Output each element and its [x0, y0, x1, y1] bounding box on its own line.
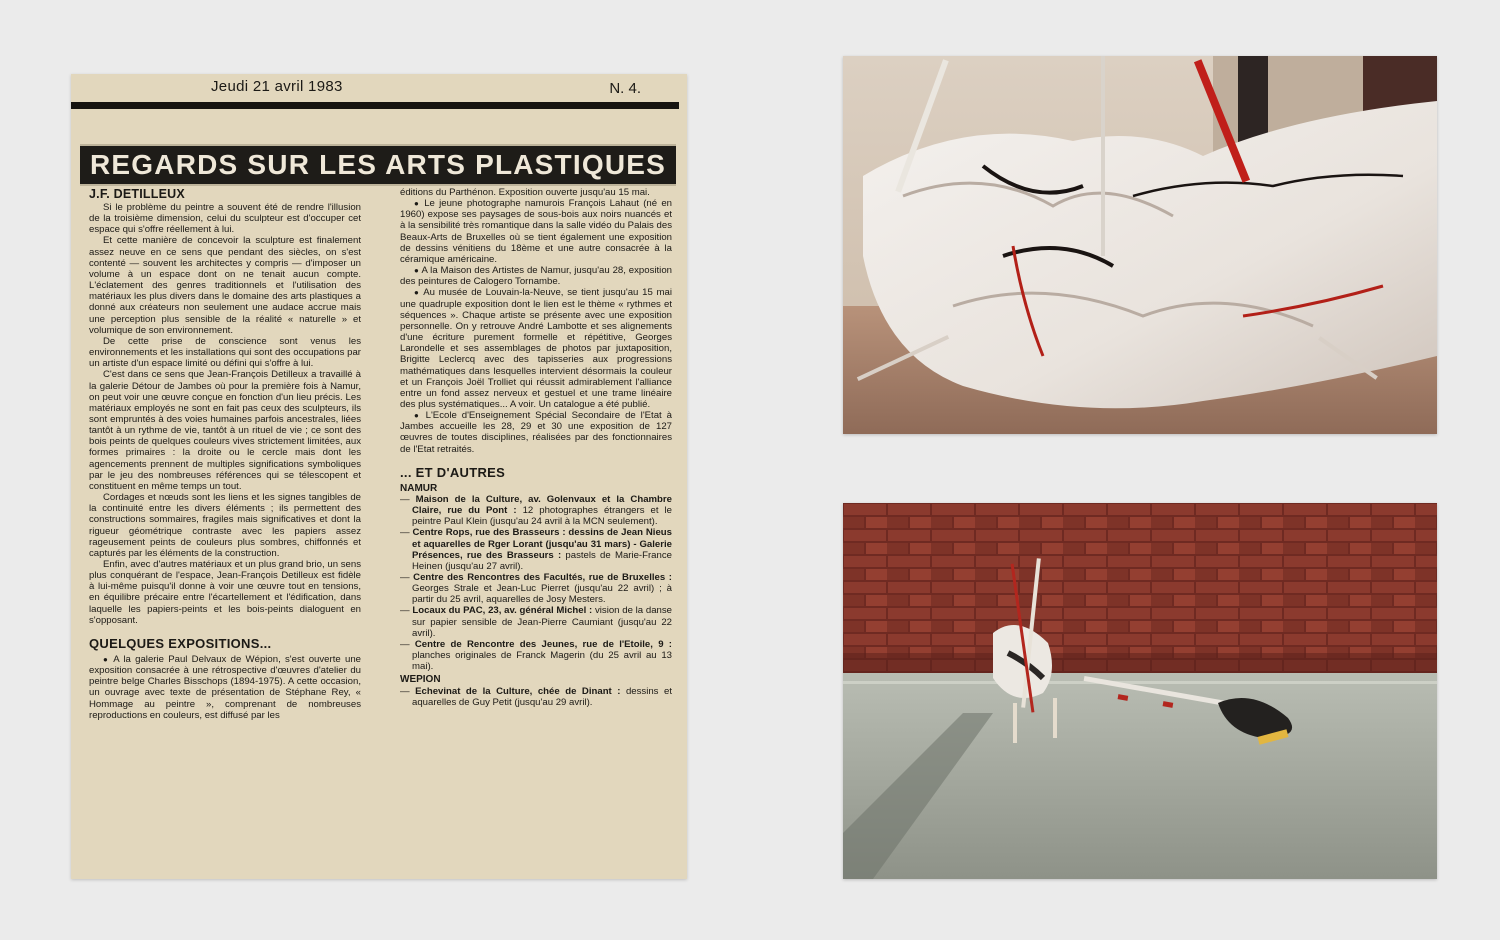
article-column-right: [400, 187, 672, 708]
sculpture-photo-bottom: [843, 503, 1437, 879]
listing-details: pastels de Marie-France Heinen (jusqu'au 27 avril).: [412, 549, 672, 572]
listing-details: planches originales de Franck Magerin (du 25 avril au 13 mai).: [412, 650, 672, 673]
listing-venue: Echevinat de la Culture, chée de Dinant :: [415, 685, 621, 697]
article-heading: J.F. DETILLEUX: [89, 187, 185, 201]
article-paragraph: C'est dans ce sens que Jean-François Detilleux a travaillé à la galerie Détour de Jambes où pour la première fois à Namur, on peut voir une œuvre conçue en fonction d'un lieu précis. Les matériaux employés ne sont en fait pas ceux des sculpteurs, ils sont empruntés à des voies humaines parfois ancestrales, liées tantôt à un rythme de vie, tantôt à un rituel de vie ; ce sont des bois peints de quelques couleurs vives strictement limitées, aux formes primaires : la droite ou le cercle mais dont les agencements prennent de multiples significations symboliques par le jeu des nombreuses références qui se télescopent et constituent en même temps un tout.: [89, 369, 361, 492]
listing-venue: Maison de la Culture, av. Golenvaux et la Chambre Claire, rue du Pont :: [412, 493, 672, 517]
section-banner: REGARDS SUR LES ARTS PLASTIQUES: [80, 144, 676, 186]
article-paragraph: Enfin, avec d'autres matériaux et un plus grand brio, un sens plus conquérant de l'espace, Jean-François Detilleux est fidèle à lui-même puisqu'il donne à voir une œuvre tout en tensions, en équilibre précaire entre l'écartellement et l'édification, dans laquelle les papiers-peints et les bois-peints dialoguent en s'opposant.: [89, 559, 361, 626]
listing-venue: Centre des Rencontres des Facultés, rue de Bruxelles :: [413, 572, 672, 583]
listing-item: — Centre Rops, rue des Brasseurs : dessins de Jean Nieus et aquarelles de Rger Lorant (jusqu'au 31 mars) - Galerie Présences, rue des Brasseurs : pastels de Marie-France Heinen (jusqu'au 27 avril).: [400, 527, 672, 572]
sculpture-photo-bottom-image: [843, 503, 1437, 879]
listing-details: vision de la danse sur papier sensible de Jean-Pierre Caumiant (jusqu'au 22 avril).: [412, 605, 673, 639]
section-heading-autres: ... ET D'AUTRES: [400, 464, 506, 480]
listing-item: — Maison de la Culture, av. Golenvaux et la Chambre Claire, rue du Pont : 12 photographes étrangers et le peintre Paul Klein (jusqu'au 24 avril à la MCN seulement).: [400, 493, 672, 528]
exhibition-bullet: ● L'Ecole d'Enseignement Spécial Secondaire de l'Etat à Jambes accueille les 28, 29 et 30 une exposition de 127 œuvres de toutes disciplines, réalisées par des fonctionnaires de l'Etat retraités.: [400, 410, 672, 455]
listing-venue: Locaux du PAC, 23, av. général Michel :: [412, 605, 593, 617]
exhibition-bullet: ● Le jeune photographe namurois François Lahaut (né en 1960) expose ses paysages de sous-bois aux noirs nuancés et à la sensibilité très romantique dans la salle vidéo du Palais des Beaux-Arts de Bruxelles où se tient également une exposition de dessins vénitiens du 18ème et une autre consacrée à la céramique américaine.: [400, 198, 672, 265]
masthead: [71, 74, 687, 102]
page-number: N. 4.: [609, 80, 641, 97]
listing-item: — Centre de Rencontre des Jeunes, rue de l'Etoile, 9 : planches originales de Franck Magerin (du 25 avril au 13 mai).: [400, 638, 672, 673]
listing-item: — Locaux du PAC, 23, av. général Michel : vision de la danse sur papier sensible de Jean-Pierre Caumiant (jusqu'au 22 avril).: [400, 605, 673, 639]
continuation-text: éditions du Parthénon. Exposition ouverte jusqu'au 15 mai.: [400, 187, 650, 198]
city-label-wepion: WEPION: [400, 674, 441, 686]
listing-details: dessins et aquarelles de Guy Petit (jusqu'au 29 avril).: [412, 685, 672, 708]
masthead-rule: [71, 102, 679, 109]
listing-details: 12 photographes étrangers et le peintre Paul Klein (jusqu'au 24 avril à la MCN seulement).: [412, 505, 672, 528]
listing-item: — Centre des Rencontres des Facultés, rue de Bruxelles : Georges Strale et Jean-Luc Pierret (jusqu'au 22 avril) ; à partir du 25 avril, aquarelles de Josy Mesters.: [400, 572, 672, 606]
article-paragraph: Si le problème du peintre a souvent été de rendre l'illusion de la troisième dimension, celui du sculpteur est d'occuper cet espace qui s'offre réellement à lui.: [89, 202, 361, 236]
exhibition-bullet: ● A la galerie Paul Delvaux de Wépion, s'est ouverte une exposition consacrée à une rétrospective d'œuvres d'atelier du peintre belge Charles Bisschops (1894-1975). A cette occasion, un ouvrage avec texte de présentation de Stéphane Rey, « Hommage au peintre », comprenant de nombreuses reproductions en couleurs, est diffusé par les: [89, 654, 361, 721]
sculpture-photo-top-image: [843, 56, 1437, 434]
issue-date: Jeudi 21 avril 1983: [211, 78, 343, 95]
article-column-left: [89, 187, 361, 721]
city-label-namur: NAMUR: [400, 482, 438, 494]
article-paragraph: De cette prise de conscience sont venus les environnements et les installations qui sont des occupations par un artiste d'un espace limité ou défini qui s'offre à lui.: [89, 335, 361, 370]
article-paragraph: Cordages et nœuds sont les liens et les signes tangibles de la continuité entre les divers éléments ; ils permettent des constructions sommaires, fragiles mais significatives et dont la rigueur géométrique contraste avec les papiers assez rageusement peints de couleurs plus sombres, chiffonnés et capturés par les éléments de la construction.: [89, 492, 361, 559]
exhibition-bullet: ● A la Maison des Artistes de Namur, jusqu'au 28, exposition des peintures de Calogero Tornambe.: [400, 265, 672, 287]
listing-venue: Centre Rops, rue des Brasseurs : dessins de Jean Nieus et aquarelles de Rger Lorant (jusqu'au 31 mars) - Galerie Présences, rue des Brasseurs :: [412, 527, 672, 561]
listing-venue: Centre de Rencontre des Jeunes, rue de l'Etoile, 9 :: [414, 638, 672, 650]
listing-details: Georges Strale et Jean-Luc Pierret (jusqu'au 22 avril) ; à partir du 25 avril, aquarelles de Josy Mesters.: [412, 583, 672, 606]
exhibition-bullet: ● Au musée de Louvain-la-Neuve, se tient jusqu'au 15 mai une quadruple exposition dont le lien est le thème « rythmes et séquences ». Chaque artiste se présente avec une exposition personnelle. On y retrouve André Lambotte et ses alignements d'une écriture purement formelle et répétitive, Georges Larondelle et ses assemblages de photos par juxtaposition, Brigitte Leclercq avec des tapisseries aux progressions mathématiques dans lesquelles intervient désormais la couleur et un François Joël Trolliet qui réussit admirablement l'alliance entre un fond assez nerveux et gestuel et une trame linéaire des plus systématiques... A voir. Un catalogue a été publié.: [400, 287, 672, 410]
article-paragraph: Et cette manière de concevoir la sculpture est finalement assez neuve en ce sens que pendant des siècles, on s'est contenté — souvent les architectes y compris — d'imposer un volume à un espace dont on ne tenait aucun compte. L'éclatement des genres traditionnels et l'utilisation des matériaux les plus divers dans le domaine des arts plastiques a donné aux créateurs non seulement une audace accrue mais une perception plus sensible de la réalité « naturelle » et volumique de son environnement.: [89, 235, 361, 336]
section-heading-expositions: QUELQUES EXPOSITIONS...: [89, 635, 272, 651]
newspaper-clipping: [71, 74, 687, 879]
listing-item: — Echevinat de la Culture, chée de Dinant : dessins et aquarelles de Guy Petit (jusqu'au 29 avril).: [400, 685, 672, 708]
sculpture-photo-top: [843, 56, 1437, 434]
